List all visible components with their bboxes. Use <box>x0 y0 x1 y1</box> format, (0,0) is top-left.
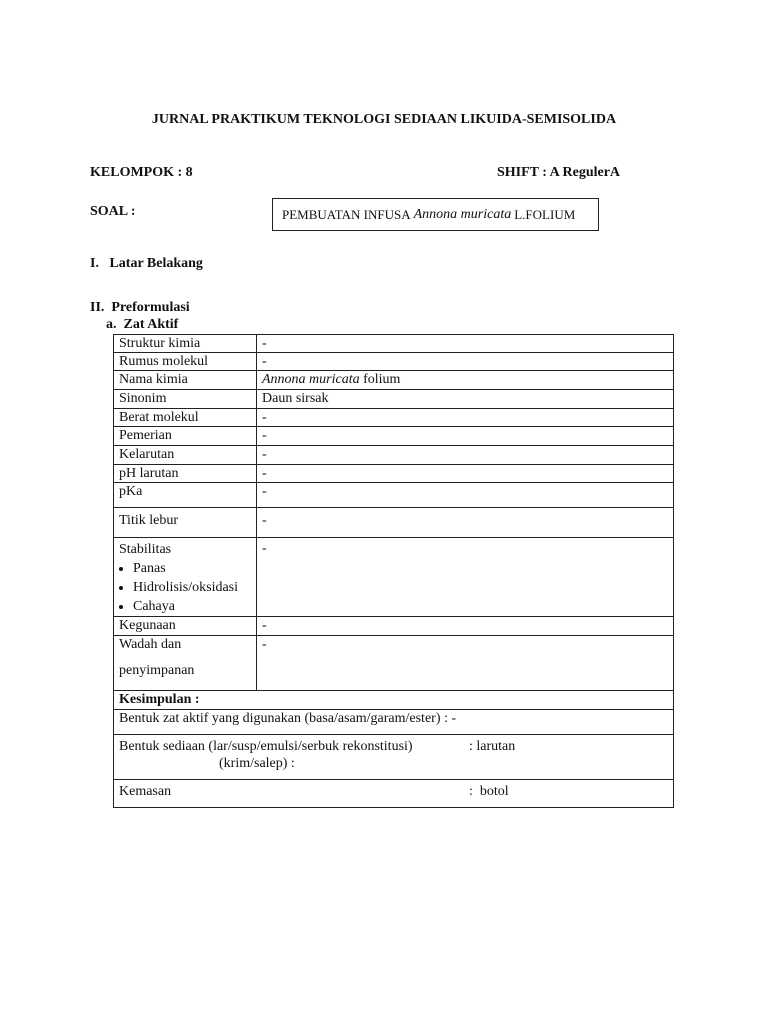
table-row <box>114 508 674 538</box>
soal-suffix: L.FOLIUM <box>514 206 576 222</box>
row-key: Sinonim <box>114 390 257 409</box>
soal-box <box>272 198 599 231</box>
section-latar-belakang: I. Latar Belakang <box>90 256 203 271</box>
soal-species: Annona muricata <box>413 206 512 222</box>
sediaan-label-2: (krim/salep) : <box>219 756 295 771</box>
row-value: - <box>257 353 674 371</box>
row-value: - <box>257 508 674 538</box>
row-value: Daun sirsak <box>257 390 674 409</box>
bullet-item: • Hidrolisis/oksidasi <box>133 578 251 597</box>
row-key: Nama kimia <box>114 371 257 390</box>
kelompok: KELOMPOK : 8 <box>90 165 193 180</box>
table-row <box>114 538 674 617</box>
row-value: - <box>257 427 674 446</box>
kesimpulan-zat-aktif: Bentuk zat aktif yang digunakan (basa/asam/garam/ester) : - <box>114 710 674 735</box>
row-key <box>114 636 257 691</box>
shift: SHIFT : A RegulerA <box>497 165 621 180</box>
row-key: Pemerian <box>114 427 257 446</box>
row-key: Kegunaan <box>114 617 257 636</box>
sediaan-label: Bentuk sediaan (lar/susp/emulsi/serbuk rekonstitusi) <box>119 739 413 754</box>
row-value: - <box>257 636 674 691</box>
kemasan-value: : botol <box>469 784 509 799</box>
table-row <box>114 335 674 353</box>
table-row <box>114 710 674 735</box>
row-key: Kelarutan <box>114 446 257 465</box>
subsection-zat-aktif: a. Zat Aktif <box>106 317 179 332</box>
row-value: - <box>257 409 674 427</box>
row-value: - <box>257 483 674 508</box>
row-key <box>114 538 257 617</box>
section-preformulasi: II. Preformulasi <box>90 300 190 315</box>
row-key-line1: Wadah dan <box>119 637 182 652</box>
kesimpulan-kemasan <box>114 780 674 808</box>
row-value <box>257 371 674 390</box>
table-row <box>114 735 674 780</box>
table-row <box>114 465 674 483</box>
table-row <box>114 371 674 390</box>
row-value-suffix: folium <box>359 372 401 387</box>
zat-aktif-table <box>113 334 674 808</box>
bullet-item: • Panas <box>133 559 251 578</box>
row-key: Titik lebur <box>114 508 257 538</box>
row-key: Struktur kimia <box>114 335 257 353</box>
table-row <box>114 483 674 508</box>
row-key: pH larutan <box>114 465 257 483</box>
table-row <box>114 390 674 409</box>
table-row <box>114 427 674 446</box>
row-key: pKa <box>114 483 257 508</box>
row-value: - <box>257 465 674 483</box>
table-row <box>114 636 674 691</box>
table-row <box>114 353 674 371</box>
row-value: - <box>257 538 674 617</box>
row-key: Berat molekul <box>114 409 257 427</box>
table-row <box>114 446 674 465</box>
bullet-item: • Cahaya <box>133 597 251 616</box>
kesimpulan-heading: Kesimpulan : <box>114 691 674 710</box>
table-row <box>114 691 674 710</box>
table-row <box>114 409 674 427</box>
table-row <box>114 617 674 636</box>
sediaan-value: : larutan <box>469 739 516 754</box>
kesimpulan-sediaan <box>114 735 674 780</box>
soal-prefix: PEMBUATAN INFUSA <box>282 206 411 222</box>
stabilitas-list <box>119 559 251 616</box>
kemasan-label: Kemasan <box>119 784 172 799</box>
stabilitas-label: Stabilitas <box>119 542 172 557</box>
row-key-line2: penyimpanan <box>119 663 195 678</box>
row-value: - <box>257 335 674 353</box>
row-key: Rumus molekul <box>114 353 257 371</box>
row-value: - <box>257 446 674 465</box>
soal-label: SOAL : <box>90 204 136 219</box>
document-title: JURNAL PRAKTIKUM TEKNOLOGI SEDIAAN LIKUIDA-SEMISOLIDA <box>151 112 617 127</box>
table-row <box>114 780 674 808</box>
species-name: Annona muricata <box>262 372 360 387</box>
row-value: - <box>257 617 674 636</box>
